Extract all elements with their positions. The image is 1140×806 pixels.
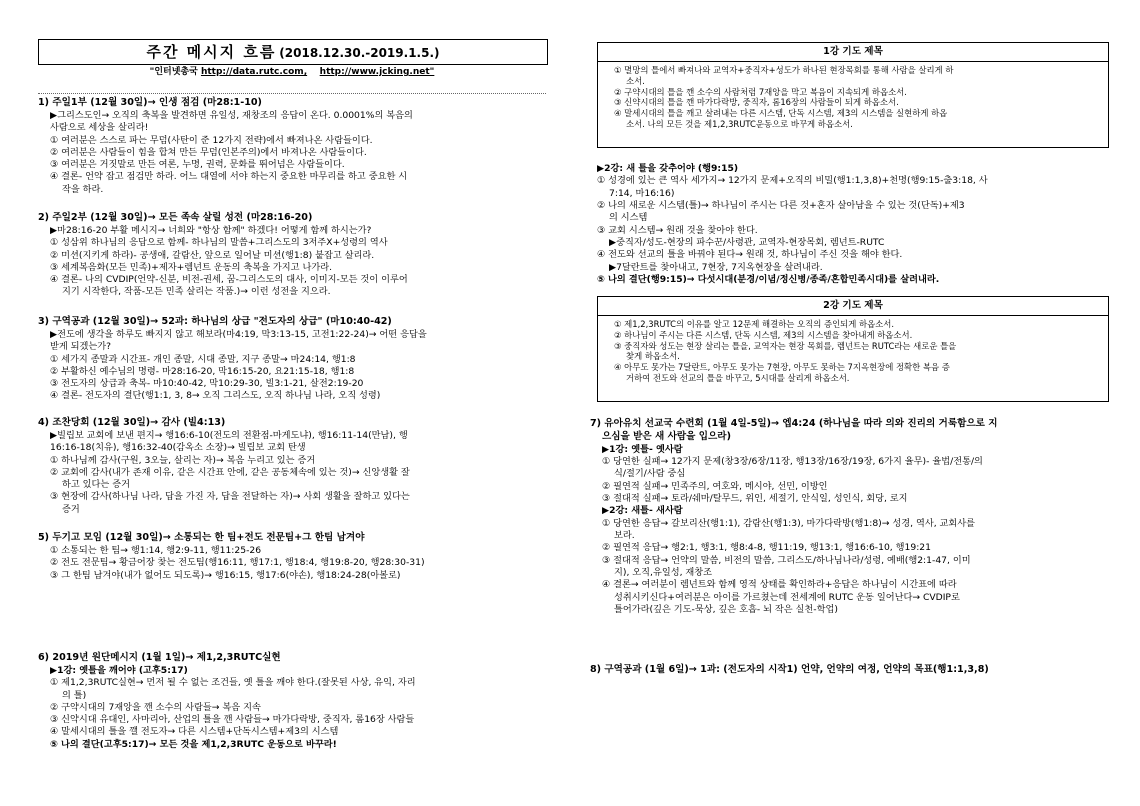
prayer-line: ① 제1,2,3RUTC의 이유를 알고 12문제 해결하는 오직의 증인되게 하옵소서. [614, 319, 895, 329]
text-line: ③ 신약시대 유대인, 사마리아, 산업의 틀을 깬 사람들→ 마가다락방, 중직자, 롬16장 사람들 [50, 714, 415, 726]
text-line: ③ 세계복음화(모든 민족)+제자+렘넌트 운동의 축복을 가지고 나가라. [50, 261, 332, 273]
source-prefix: "인터넷총국 [149, 67, 198, 77]
prayer-line: ② 하나님이 주시는 다른 시스템, 단독 시스템, 제3의 시스템을 찾아내게 하옵소서. [614, 329, 913, 340]
prayer-box-title: 2강 기도 제목 [598, 297, 1108, 316]
text-line: ① 당연한 응답→ 갈보리산(행1:1), 감람산(행1:3), 마가다락방(행1:8)→ 성경, 역사, 교회사를 [602, 517, 976, 529]
text-line: 받게 되겠는가? [50, 341, 112, 353]
text-line: 작을 하라. [62, 183, 104, 195]
prayer-line: 소서. 나의 모든 것을 제1,2,3RUTC운동으로 바꾸게 하옵소서. [626, 118, 853, 129]
text-line: ▶7달란트를 찾아내고, 7현장, 7지옥현장을 살려내라. [609, 261, 823, 273]
text-line: ④ 결론- 나의 CVDIP(언약-신분, 비전-권세, 꿈-그리스도의 대사, 이미지-모든 것이 이루어 [50, 274, 408, 286]
section-heading: 2) 주일2부 (12월 30일)→ 모든 족속 살릴 성전 (마28:16-20) [38, 212, 313, 223]
text-line: 지), 오직,유일성, 재창조 [614, 566, 713, 578]
text-line: ③ 전도자의 상급과 축복- 마10:40-42, 막10:29-30, 빌3:1-21, 살전2:19-20 [50, 378, 364, 390]
text-line: ② 교회에 감사(내가 존재 이유, 같은 시간표 안에, 같은 공동체속에 있는 것)→ 신앙생활 잘 [50, 466, 410, 478]
text-line: ⑤ 나의 결단(행9:15)→ 다섯시대(분경/이념/정신병/종족/혼합민족시대)를 살려내라. [597, 273, 940, 285]
text-line: 지기 시작한다, 작품-모든 민족 살리는 작품.)→ 이런 성전을 지으라. [62, 286, 331, 298]
text-line: ① 하나님께 감사(구원, 3오늘, 살리는 자)→ 복음 누리고 있는 증거 [50, 454, 316, 466]
text-line: ▶그리스도인→ 오직의 축복을 발견하면 유일성, 재창조의 응답이 온다. 0.0001%의 복음의 [50, 109, 413, 121]
text-line: 의 시스템 [609, 212, 648, 224]
text-line: ③ 절대적 응답→ 언약의 말씀, 비전의 말씀, 그리스도/하나님나라/성령, 예배(행2:1-47, 이미 [602, 554, 971, 566]
text-line: ② 전도 전문팀→ 황금어장 찾는 전도팀(행16:11, 행17:1, 행18:4, 행19:8-20, 행28:30-31) [50, 557, 425, 569]
prayer-line: ④ 말세시대의 틀을 깨고 살려내는 다른 시스템, 단독 시스템, 제3의 시스템을 실현하게 하옵 [614, 108, 948, 118]
section-heading: 4) 조찬당회 (12월 30일)→ 감사 (빌4:13) [38, 417, 226, 428]
section-1 [38, 97, 553, 196]
section-heading: 6) 2019년 원단메시지 (1월 1일)→ 제1,2,3RUTC실현 [38, 652, 281, 663]
section-2 [38, 212, 553, 299]
section-heading-cont: 으심을 받은 새 사람을 입으라) [602, 430, 731, 442]
text-line: 의 틀) [62, 689, 87, 701]
prayer-line: ④ 아무도 못가는 7달란트, 아무도 못가는 7현장, 아무도 못하는 7지옥현장에 정확한 복음 증 [614, 362, 950, 372]
section-heading: 7) 유아유치 선교국 수련회 (1월 4일-5일)→ 엡4:24 (하나님을 따라 의와 진리의 거룩함으로 지 [590, 418, 998, 429]
prayer-line: ① 멸망의 틀에서 빠져나와 교역자+중직자+성도가 하나된 현장목회를 통해 사람을 살리게 하 [614, 65, 954, 75]
lecture-2 [597, 163, 1107, 286]
text-line: ⑤ 나의 결단(고후5:17)→ 모든 것을 제1,2,3RUTC 운동으로 바꾸라! [50, 738, 337, 750]
text-line: ▶전도에 생각을 하루도 빠지지 않고 해보라(마4:19, 막3:13-15, 고전1:22-24)→ 어떤 응답을 [50, 328, 427, 340]
source-link-2[interactable]: http://www.jcking.net" [319, 67, 435, 77]
prayer-line: 찾게 하옵소서. [626, 351, 680, 362]
text-line: 7:14, 마16:16) [609, 187, 675, 199]
sub-heading: ▶1강: 옛틀- 옛사람 [602, 443, 683, 455]
section-4 [38, 417, 553, 516]
text-line: 틀어가라(깊은 기도-묵상, 깊은 호흡- 뇌 작은 실천-학업) [614, 603, 838, 615]
text-line: ② 여러분은 사람들이 힘을 합쳐 만든 무덤(인본주의)에서 바져나온 사람들이다. [50, 146, 367, 158]
page-dates: (2018.12.30.-2019.1.5.) [279, 46, 440, 60]
text-line: ② 미션(지키게 하라)- 공생애, 갈람산, 앞으로 일어날 미션(행1:8) 붙잡고 살리라. [50, 249, 375, 261]
section-6 [38, 652, 553, 751]
text-line: ④ 결론- 언약 잡고 점검만 하라. 어느 대열에 서야 하는지 중요한 마무리를 하고 중요한 시 [50, 171, 408, 183]
text-line: 보라. [614, 529, 635, 541]
text-line: 사람으로 세상을 살리라! [50, 122, 149, 134]
section-heading: 5) 두기고 모임 (12월 30일)→ 소통되는 한 팀+전도 전문팀+그 한팀 남겨야 [38, 532, 365, 543]
text-line: ② 필연적 실패→ 민족주의, 여호와, 메시야, 선민, 이방인 [602, 480, 828, 492]
text-line: 성취시키신다+여러분은 아이를 가르쳤는데 전세계에 RUTC 운동 일어난다→ CVDIP로 [614, 591, 960, 603]
text-line: ① 세가지 종말과 시간표- 개인 종말, 시대 종말, 지구 종말→ 마24:14, 행1:8 [50, 353, 356, 365]
source-line [38, 66, 546, 78]
prayer-line: ③ 중직자와 성도는 현장 살리는 틀을, 교역자는 현장 목회를, 렘넌트는 RUTC라는 새로운 틀을 [614, 340, 957, 351]
text-line: ③ 절대적 실패→ 토라/쉐마/탈무드, 위인, 세절기, 안식일, 성인식, 회당, 로지 [602, 493, 908, 504]
text-line: ④ 전도와 선교의 틀을 바꿔야 된다→ 원래 것, 하나님이 주신 것을 해야 한다. [597, 249, 903, 261]
text-line: 16:16-18(치유), 행16:32-40(감옥소 소장)→ 빌립보 교회 탄생 [50, 442, 306, 454]
prayer-line: 거하여 전도와 선교의 틀을 바꾸고, 5시대를 살리게 하옵소서. [626, 372, 850, 383]
prayer-line: 소서. [626, 75, 645, 86]
text-line: ④ 말세시대의 틀을 깰 전도자→ 다른 시스템+단독시스템+제3의 시스템 [50, 726, 339, 738]
text-line: ① 성경에 있는 큰 역사 세가지→ 12가지 문제+오직의 비밀(행1:1,3,8)+천명(행9:15-출3:18, 사 [597, 175, 988, 187]
prayer-box-2 [597, 296, 1109, 402]
section-3 [38, 316, 553, 403]
text-line: ▶마28:16-20 부활 메시지→ 너희와 "항상 함께" 하겠다! 어떻게 함께 하시는가? [50, 224, 372, 236]
sub-heading: ▶1강: 옛틀을 깨어야 (고후5:17) [50, 664, 188, 676]
text-line: ③ 그 한팀 남겨야(내가 없어도 되도록)→ 행16:15, 행17:6(야손), 행18:24-28(아볼로) [50, 569, 401, 581]
prayer-box-1 [597, 42, 1109, 148]
text-line: 하고 있다는 증거 [62, 479, 130, 491]
section-8 [590, 664, 1110, 677]
text-line: ④ 결론- 전도자의 결단(행1:1, 3, 8→ 오직 그리스도, 오직 하나님 나라, 오직 성령) [50, 390, 381, 402]
text-line: 식/절기/사람 중심 [614, 468, 686, 480]
text-line: ③ 교회 시스템→ 원래 것을 찾아야 한다. [597, 224, 758, 236]
source-link-1[interactable]: http://data.rutc.com, [200, 67, 308, 77]
text-line: ② 구약시대의 7재앙을 깬 소수의 사람들→ 복음 지속 [50, 701, 261, 713]
text-line: ① 소통되는 한 팀→ 행1:14, 행2:9-11, 행11:25-26 [50, 544, 262, 556]
text-line: ① 여러분은 스스로 파는 무덤(사탄이 준 12가지 전략)에서 빠져나온 사람들이다. [50, 134, 373, 146]
section-heading: 1) 주일1부 (12월 30일)→ 인생 점검 (마28:1-10) [38, 97, 262, 108]
section-heading: 8) 구역공과 (1월 6일)→ 1과: (전도자의 시작1) 언약, 언약의 여정, 언약의 목표(행1:1,3,8) [590, 664, 989, 675]
prayer-line: ③ 신약시대의 틀을 깬 마가다락방, 중직자, 롬16장의 사람들이 되게 하옵소서. [614, 97, 899, 108]
text-line: ① 성삼위 하나님의 응답으로 함께- 하나님의 말씀+그리스도의 3저주X+성령의 역사 [50, 237, 388, 249]
title-box [38, 39, 548, 65]
text-line: ① 제1,2,3RUTC실현→ 먼저 될 수 없는 조건들, 옛 틀을 깨야 한다.(잘못된 사상, 유익, 자리 [50, 677, 416, 689]
text-line: ③ 여러분은 거짓말로 만든 여론, 누명, 권력, 문화를 뛰어넘은 사람들이다. [50, 159, 345, 171]
text-line: ④ 결론→ 여러분이 렘넌트와 함께 영적 상태를 확인하라+응답은 하나님이 시간표에 따라 [602, 579, 957, 591]
section-5 [38, 532, 553, 582]
text-line: ① 당연한 실패→ 12가지 문제(창3장/6장/11장, 행13장/16장/19장, 6가지 율무)- 율법/전통/의 [602, 456, 983, 468]
text-line: 증거 [62, 503, 80, 515]
text-line: ② 부활하신 예수님의 명령- 마28:16-20, 막16:15-20, 요21:15-18, 행1:8 [50, 365, 355, 377]
prayer-box-body [598, 62, 1108, 133]
text-line: ▶빌립보 교회에 보낸 편지→ 행16:6-10(전도의 전환점-마게도냐), 행16:11-14(만남), 행 [50, 429, 408, 441]
prayer-line: ② 구약시대의 틀을 깬 소수의 사람처럼 7재앙을 막고 복음이 지속되게 하옵소서. [614, 86, 907, 97]
section-7 [590, 418, 1110, 616]
text-line: ② 나의 새로운 시스템(틀)→ 하나님이 주시는 다른 것+혼자 살아남을 수 있는 것(단독)+제3 [597, 199, 965, 211]
text-line: ③ 현장에 감사(하나님 나라, 답을 가진 자, 답을 전달하는 자)→ 사회 생활을 잘하고 있다는 [50, 491, 410, 503]
sub-heading: ▶2강: 새틀- 새사람 [602, 505, 683, 517]
page-title: 주간 메시지 흐름 [146, 43, 277, 61]
divider [38, 93, 546, 94]
section-heading: 3) 구역공과 (12월 30일)→ 52과: 하나님의 상급 "전도자의 상급" (마10:40-42) [38, 316, 392, 327]
prayer-box-body [598, 316, 1108, 387]
prayer-box-title: 1강 기도 제목 [598, 43, 1108, 62]
sub-heading: ▶2강: 새 틀을 갖추어야 (행9:15) [597, 163, 739, 174]
text-line: ▶중직자/성도-현장의 파수꾼/사령관, 교역자-현장목회, 렘넌트-RUTC [609, 236, 885, 248]
text-line: ② 필연적 응답→ 행2:1, 행3:1, 행8:4-8, 행11:19, 행13:1, 행16:6-10, 행19:21 [602, 542, 931, 554]
